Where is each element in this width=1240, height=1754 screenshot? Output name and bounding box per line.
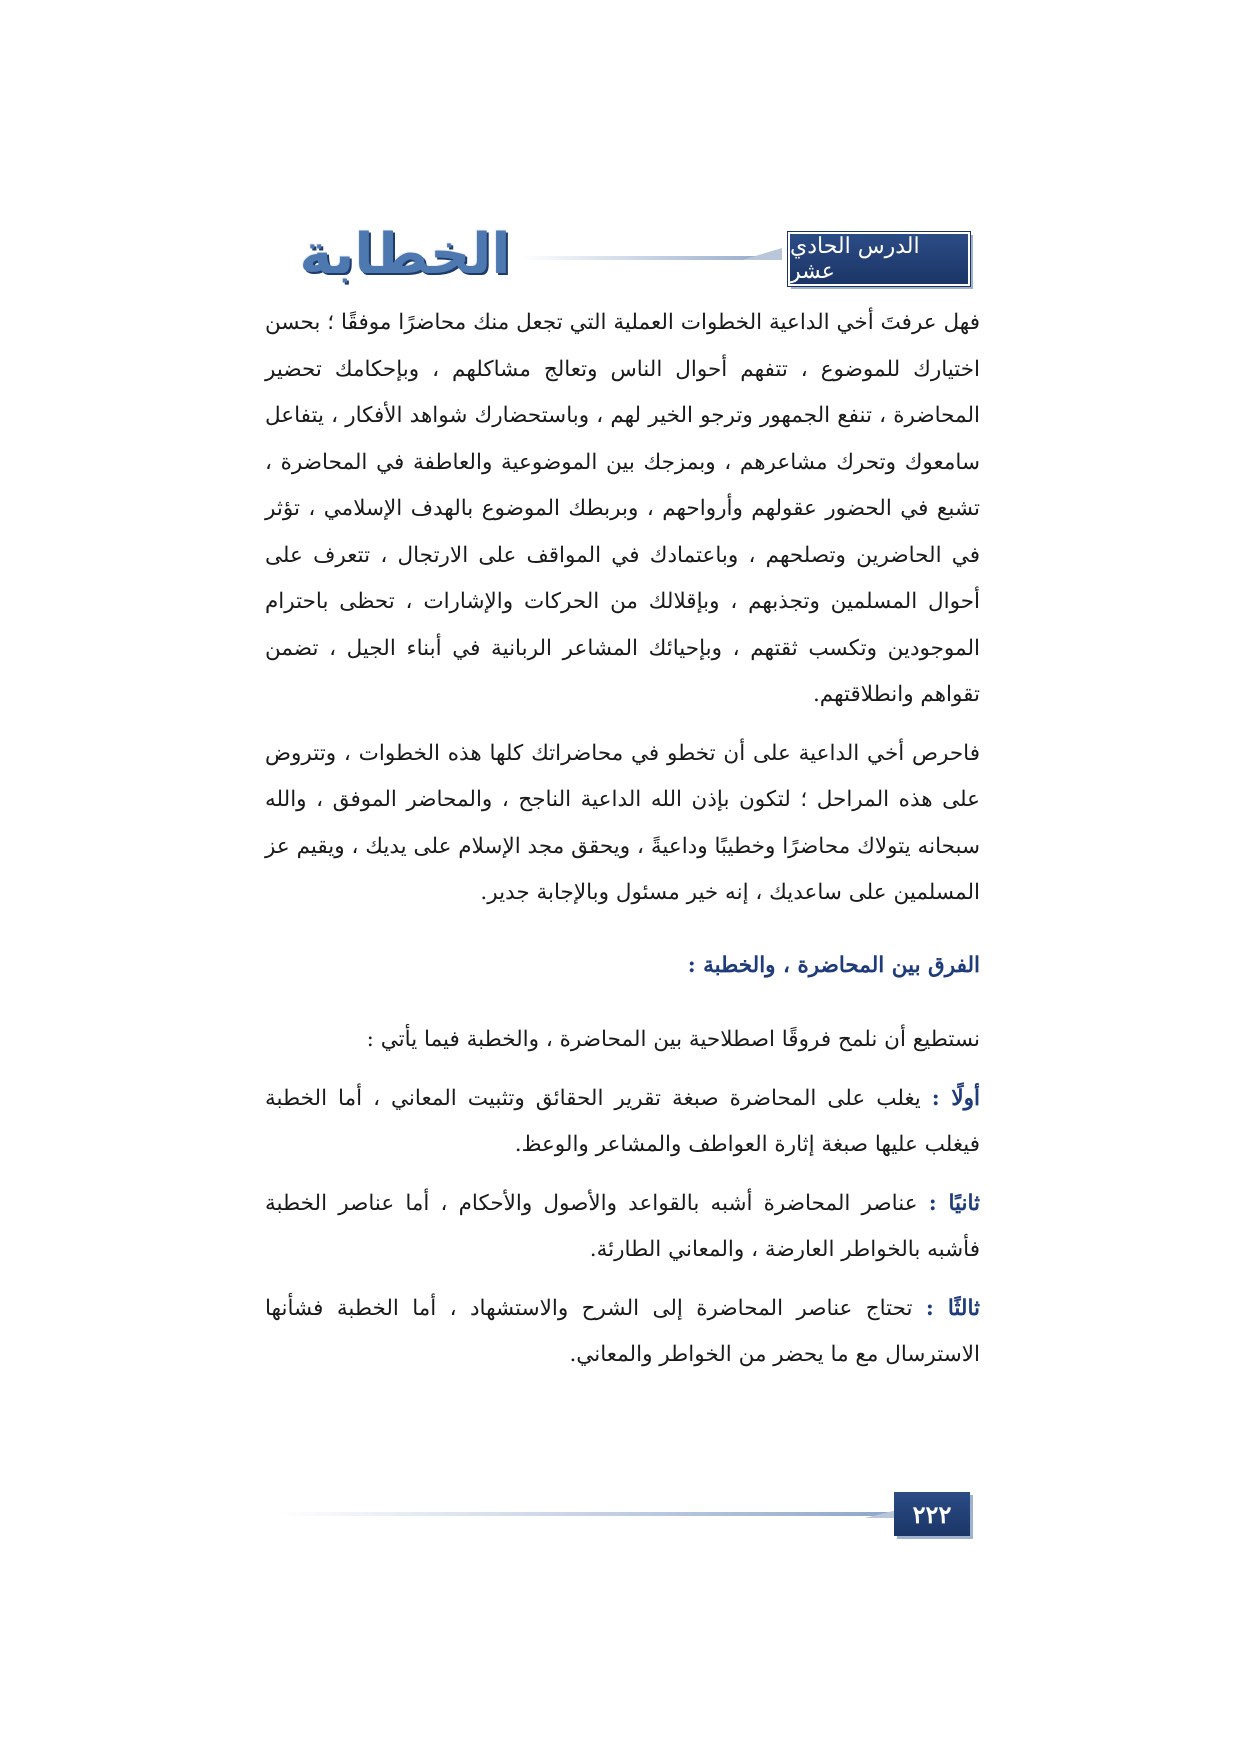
footer-divider [275,1512,895,1516]
list-item [265,1286,980,1379]
page-header [270,222,970,288]
page-number: ٢٢٢ [894,1492,970,1536]
section-heading: الفرق بين المحاضرة ، والخطبة : [687,952,980,978]
point-text: تحتاج عناصر المحاضرة إلى الشرح والاستشهاد ، أما الخطبة فشأنها الاسترسال مع ما يحضر من الخواطر والمعاني. [265,1295,980,1367]
header-divider [520,256,780,260]
point-ordinal: ثانيًا : [928,1190,980,1216]
point-text: عناصر المحاضرة أشبه بالقواعد والأصول والأحكام ، أما عناصر الخطبة فأشبه بالخواطر العارضة ، والمعاني الطارئة. [265,1190,980,1262]
point-ordinal: ثالثًا : [925,1295,980,1321]
intro-paragraph: نستطيع أن نلمح فروقًا اصطلاحية بين المحاضرة ، والخطبة فيما يأتي : [366,1027,980,1052]
page-footer [270,1492,970,1538]
body-paragraph: فهل عرفتَ أخي الداعية الخطوات العملية التي تجعل منك محاضرًا موفقًا ؛ بحسن اختيارك للموضوع ، تتفهم أحوال الناس وتعالج مشاكلهم ، وبإحكامك تحضير المحاضرة ، تنفع الجمهور وترجو الخير لهم ، وباستحضارك شواهد الأفكار ، يتفاعل سامعوك وتحرك مشاعرهم ، وبمزجك بين الموضوعية والعاطفة في المحاضرة ، تشبع في الحضور عقولهم وأرواحهم ، وبربطك الموضوع بالهدف الإسلامي ، تؤثر في الحاضرين وتصلحهم ، وباعتمادك في المواقف على الارتجال ، تتعرف على أحوال المسلمين وتجذبهم ، وبإقلالك من الحركات والإشارات ، تحظى باحترام الموجودين وتكسب ثقتهم ، وبإحيائك المشاعر الربانية في أبناء الجيل ، تضمن تقواهم وانطلاقتهم. [265,310,980,707]
point-text: يغلب على المحاضرة صبغة تقرير الحقائق وتثبيت المعاني ، أما الخطبة فيغلب عليها صبغة إثارة العواطف والمشاعر والوعظ. [265,1085,980,1157]
list-item [265,1076,980,1169]
body-paragraph: فاحرص أخي الداعية على أن تخطو في محاضراتك كلها هذه الخطوات ، وتتروض على هذه المراحل ؛ لتكون بإذن الله الداعية الناجح ، والمحاضر الموفق ، والله سبحانه يتولاك محاضرًا وخطيبًا وداعيةً ، ويحقق مجد الإسلام على يديك ، ويقيم عز المسلمين على ساعديك ، إنه خير مسئول وبالإجابة جدير. [265,740,980,905]
page-body [265,300,980,1391]
lesson-badge: الدرس الحادي عشر [788,232,970,286]
list-item [265,1181,980,1274]
point-ordinal: أولًا : [931,1085,980,1111]
book-title: الخطابة [299,222,511,287]
